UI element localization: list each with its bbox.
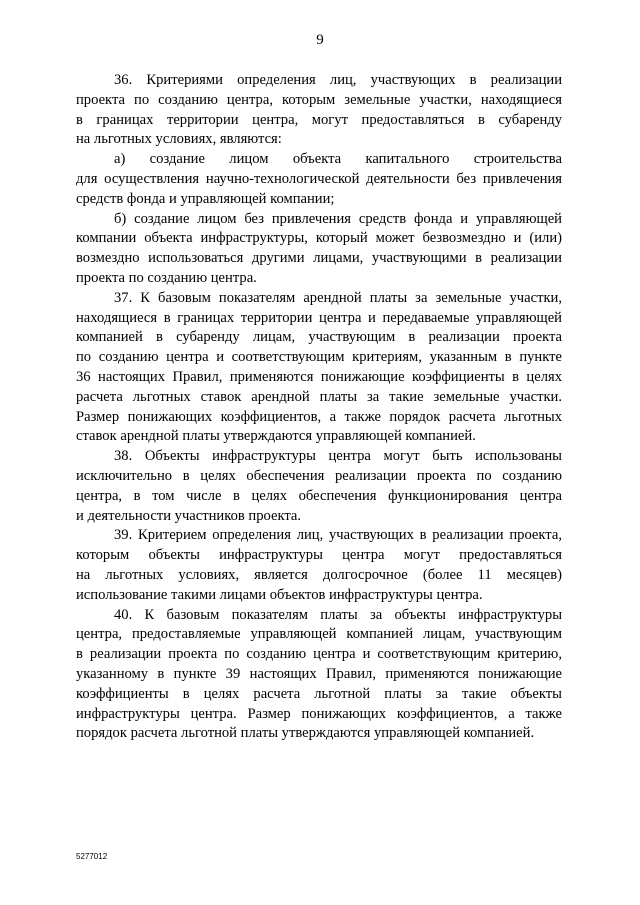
text-line: указанному в пункте 39 настоящих Правил, применяются понижающие — [76, 665, 562, 682]
text-line: находящиеся в границах территории центра и передаваемые управляющей — [76, 309, 562, 326]
text-line: ставок арендной платы утверждаются управляющей компанией. — [76, 428, 476, 445]
text-line: 36. Критериями определения лиц, участвующих в реализации — [114, 72, 562, 88]
text-line: исключительно в целях обеспечения реализации проекта по созданию — [76, 467, 562, 484]
paragraph-clause-36-a — [76, 150, 562, 209]
text-line: 38. Объекты инфраструктуры центра могут быть использованы — [114, 448, 562, 465]
text-line: в реализации проекта по созданию центра и соответствующим критерию, — [76, 646, 562, 663]
paragraph-clause-38 — [76, 447, 562, 526]
text-line: 36 настоящих Правил, применяются понижающие коэффициенты в целях — [76, 368, 562, 385]
text-line: а) создание лицом объекта капитального строительства — [114, 151, 562, 168]
paragraph-clause-37 — [76, 289, 562, 447]
text-line: для осуществления научно-технологической деятельности без привлечения — [76, 170, 562, 187]
text-line: по созданию центра и соответствующим критериям, указанным в пункте — [76, 349, 562, 366]
text-line: расчета льготных ставок арендной платы за такие земельные участки. — [76, 388, 562, 405]
text-line: коэффициенты в целях расчета льготной платы за такие объекты — [76, 685, 562, 702]
paragraph-clause-40 — [76, 606, 562, 745]
paragraph-clause-36-b — [76, 210, 562, 289]
text-line: центра, предоставляемые управляющей компанией лицам, участвующим — [76, 626, 562, 643]
text-line: б) создание лицом без привлечения средств фонда и управляющей — [114, 210, 562, 227]
text-line: 40. К базовым показателям платы за объекты инфраструктуры — [114, 606, 562, 623]
text-line: использование такими лицами объектов инфраструктуры центра. — [76, 586, 483, 603]
paragraph-clause-39 — [76, 526, 562, 605]
text-line: возмездно использоваться другими лицами, участвующими в реализации — [76, 250, 562, 267]
text-line: проекта по созданию центра. — [76, 269, 257, 286]
text-line: в границах территории центра, могут предоставляться в субаренду — [76, 111, 562, 128]
text-line: на льготных условиях, является долгосрочное (более 11 месяцев) — [76, 566, 562, 583]
text-line: проекта по созданию центра, которым земельные участки, находящиеся — [76, 91, 562, 108]
text-line: компании объекта инфраструктуры, который может безвозмездно и (или) — [76, 230, 562, 247]
document-code: 5277012 — [76, 852, 108, 861]
paragraph-clause-36 — [76, 71, 562, 150]
text-line: порядок расчета льготной платы утверждаются управляющей компанией. — [76, 725, 535, 742]
text-line: 39. Критерием определения лиц, участвующих в реализации проекта, — [114, 527, 562, 544]
document-body — [76, 71, 562, 744]
text-line: инфраструктуры центра. Размер понижающих коэффициентов, а также — [76, 705, 562, 722]
page-number: 9 — [316, 32, 324, 48]
text-line: Размер понижающих коэффициентов, а также порядок расчета льготных — [76, 408, 562, 425]
text-line: и деятельности участников проекта. — [76, 507, 302, 524]
text-line: которым объекты инфраструктуры центра могут предоставляться — [76, 547, 562, 564]
text-line: центра, в том числе в целях обеспечения функционирования центра — [76, 487, 562, 504]
text-line: на льготных условиях, являются: — [76, 131, 282, 148]
text-line: компанией в субаренду лицам, участвующим в реализации проекта — [76, 329, 562, 346]
text-line: средств фонда и управляющей компании; — [76, 190, 335, 207]
text-line: 37. К базовым показателям арендной платы за земельные участки, — [114, 289, 562, 306]
